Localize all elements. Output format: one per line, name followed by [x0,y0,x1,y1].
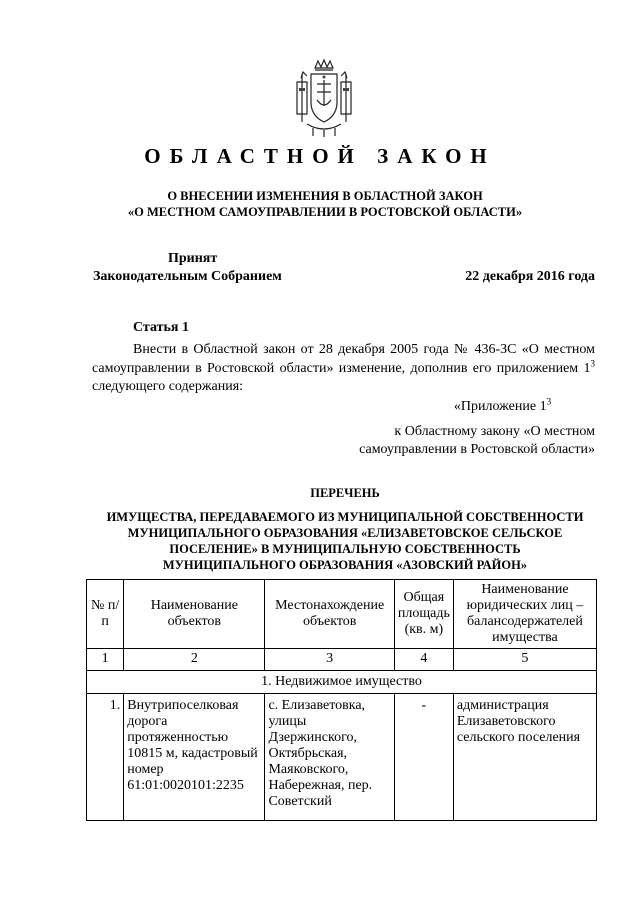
header-cell-location: Местонахождение объектов [265,580,394,649]
section-heading-cell: 1. Недвижимое имущество [87,671,597,694]
appendix-label [330,398,595,416]
article-text-part-1: Внести в Областной закон от 28 декабря 2005 года № 436-ЗС «О местном самоуправлении в Ростовской области» изменение, дополнив его приложением 1 [92,342,595,376]
row-number-cell: 1. [87,694,124,821]
document-subtitle [60,188,590,220]
article-text [92,341,595,397]
row-name-cell: Внутрипоселковая дорога протяженностью 10815 м, кадастровый номер 61:01:0020101:2235 [124,694,265,821]
column-number-cell: 5 [453,649,596,671]
row-holder-cell: администрация Елизаветовского сельского поселения [453,694,596,821]
column-number-cell: 2 [124,649,265,671]
adoption-date: 22 декабря 2016 года [465,269,595,284]
header-cell-holder: Наименование юридических лиц – балансодержателей имущества [453,580,596,649]
article-text-part-2: следующего содержания: [92,379,244,394]
rostov-region-coat-of-arms-icon [293,58,355,138]
appendix-block [330,398,595,459]
list-heading-line-1: ИМУЩЕСТВА, ПЕРЕДАВАЕМОГО ИЗ МУНИЦИПАЛЬНОЙ СОБСТВЕННОСТИ [106,510,584,524]
column-number-cell: 1 [87,649,124,671]
list-heading-line-2: МУНИЦИПАЛЬНОГО ОБРАЗОВАНИЯ «ЕЛИЗАВЕТОВСКОЕ СЕЛЬСКОЕ [127,526,563,540]
header-cell-name: Наименование объектов [124,580,265,649]
header-cell-area: Общая площадь (кв. м) [394,580,453,649]
appendix-label-superscript: 3 [546,396,552,407]
adoption-label: Принят [168,251,218,266]
appendix-ref-line-1: к Областному закону «О местном [394,424,595,439]
property-table [86,579,597,821]
table-row [87,694,597,821]
appendix-label-text: «Приложение 1 [453,399,547,414]
list-heading-line-3: ПОСЕЛЕНИЕ» В МУНИЦИПАЛЬНУЮ СОБСТВЕННОСТЬ [169,542,521,556]
header-cell-number: № п/п [87,580,124,649]
column-number-cell: 3 [265,649,394,671]
list-heading-line-4: МУНИЦИПАЛЬНОГО ОБРАЗОВАНИЯ «АЗОВСКИЙ РАЙОН» [162,558,528,572]
row-location-cell: с. Елизаветовка, улицы Дзержинского, Октябрьская, Маяковского, Набережная, пер. Советский [265,694,394,821]
list-heading [60,485,630,573]
article-text-superscript: 3 [590,357,595,368]
list-title: ПЕРЕЧЕНЬ [310,486,380,500]
row-area-cell: - [394,694,453,821]
document-title: ОБЛАСТНОЙ ЗАКОН [144,144,496,168]
table-column-numbers-row [87,649,597,671]
adoption-body: Законодательным Собранием [93,269,282,284]
column-number-cell: 4 [394,649,453,671]
table-header-row [87,580,597,649]
subtitle-line-2: «О МЕСТНОМ САМОУПРАВЛЕНИИ В РОСТОВСКОЙ ОБЛАСТИ» [127,205,523,219]
appendix-ref-line-2: самоуправлении в Ростовской области» [359,442,595,457]
table-section-row [87,671,597,694]
subtitle-line-1: О ВНЕСЕНИИ ИЗМЕНЕНИЯ В ОБЛАСТНОЙ ЗАКОН [167,189,483,203]
article-title: Статья 1 [133,320,189,335]
